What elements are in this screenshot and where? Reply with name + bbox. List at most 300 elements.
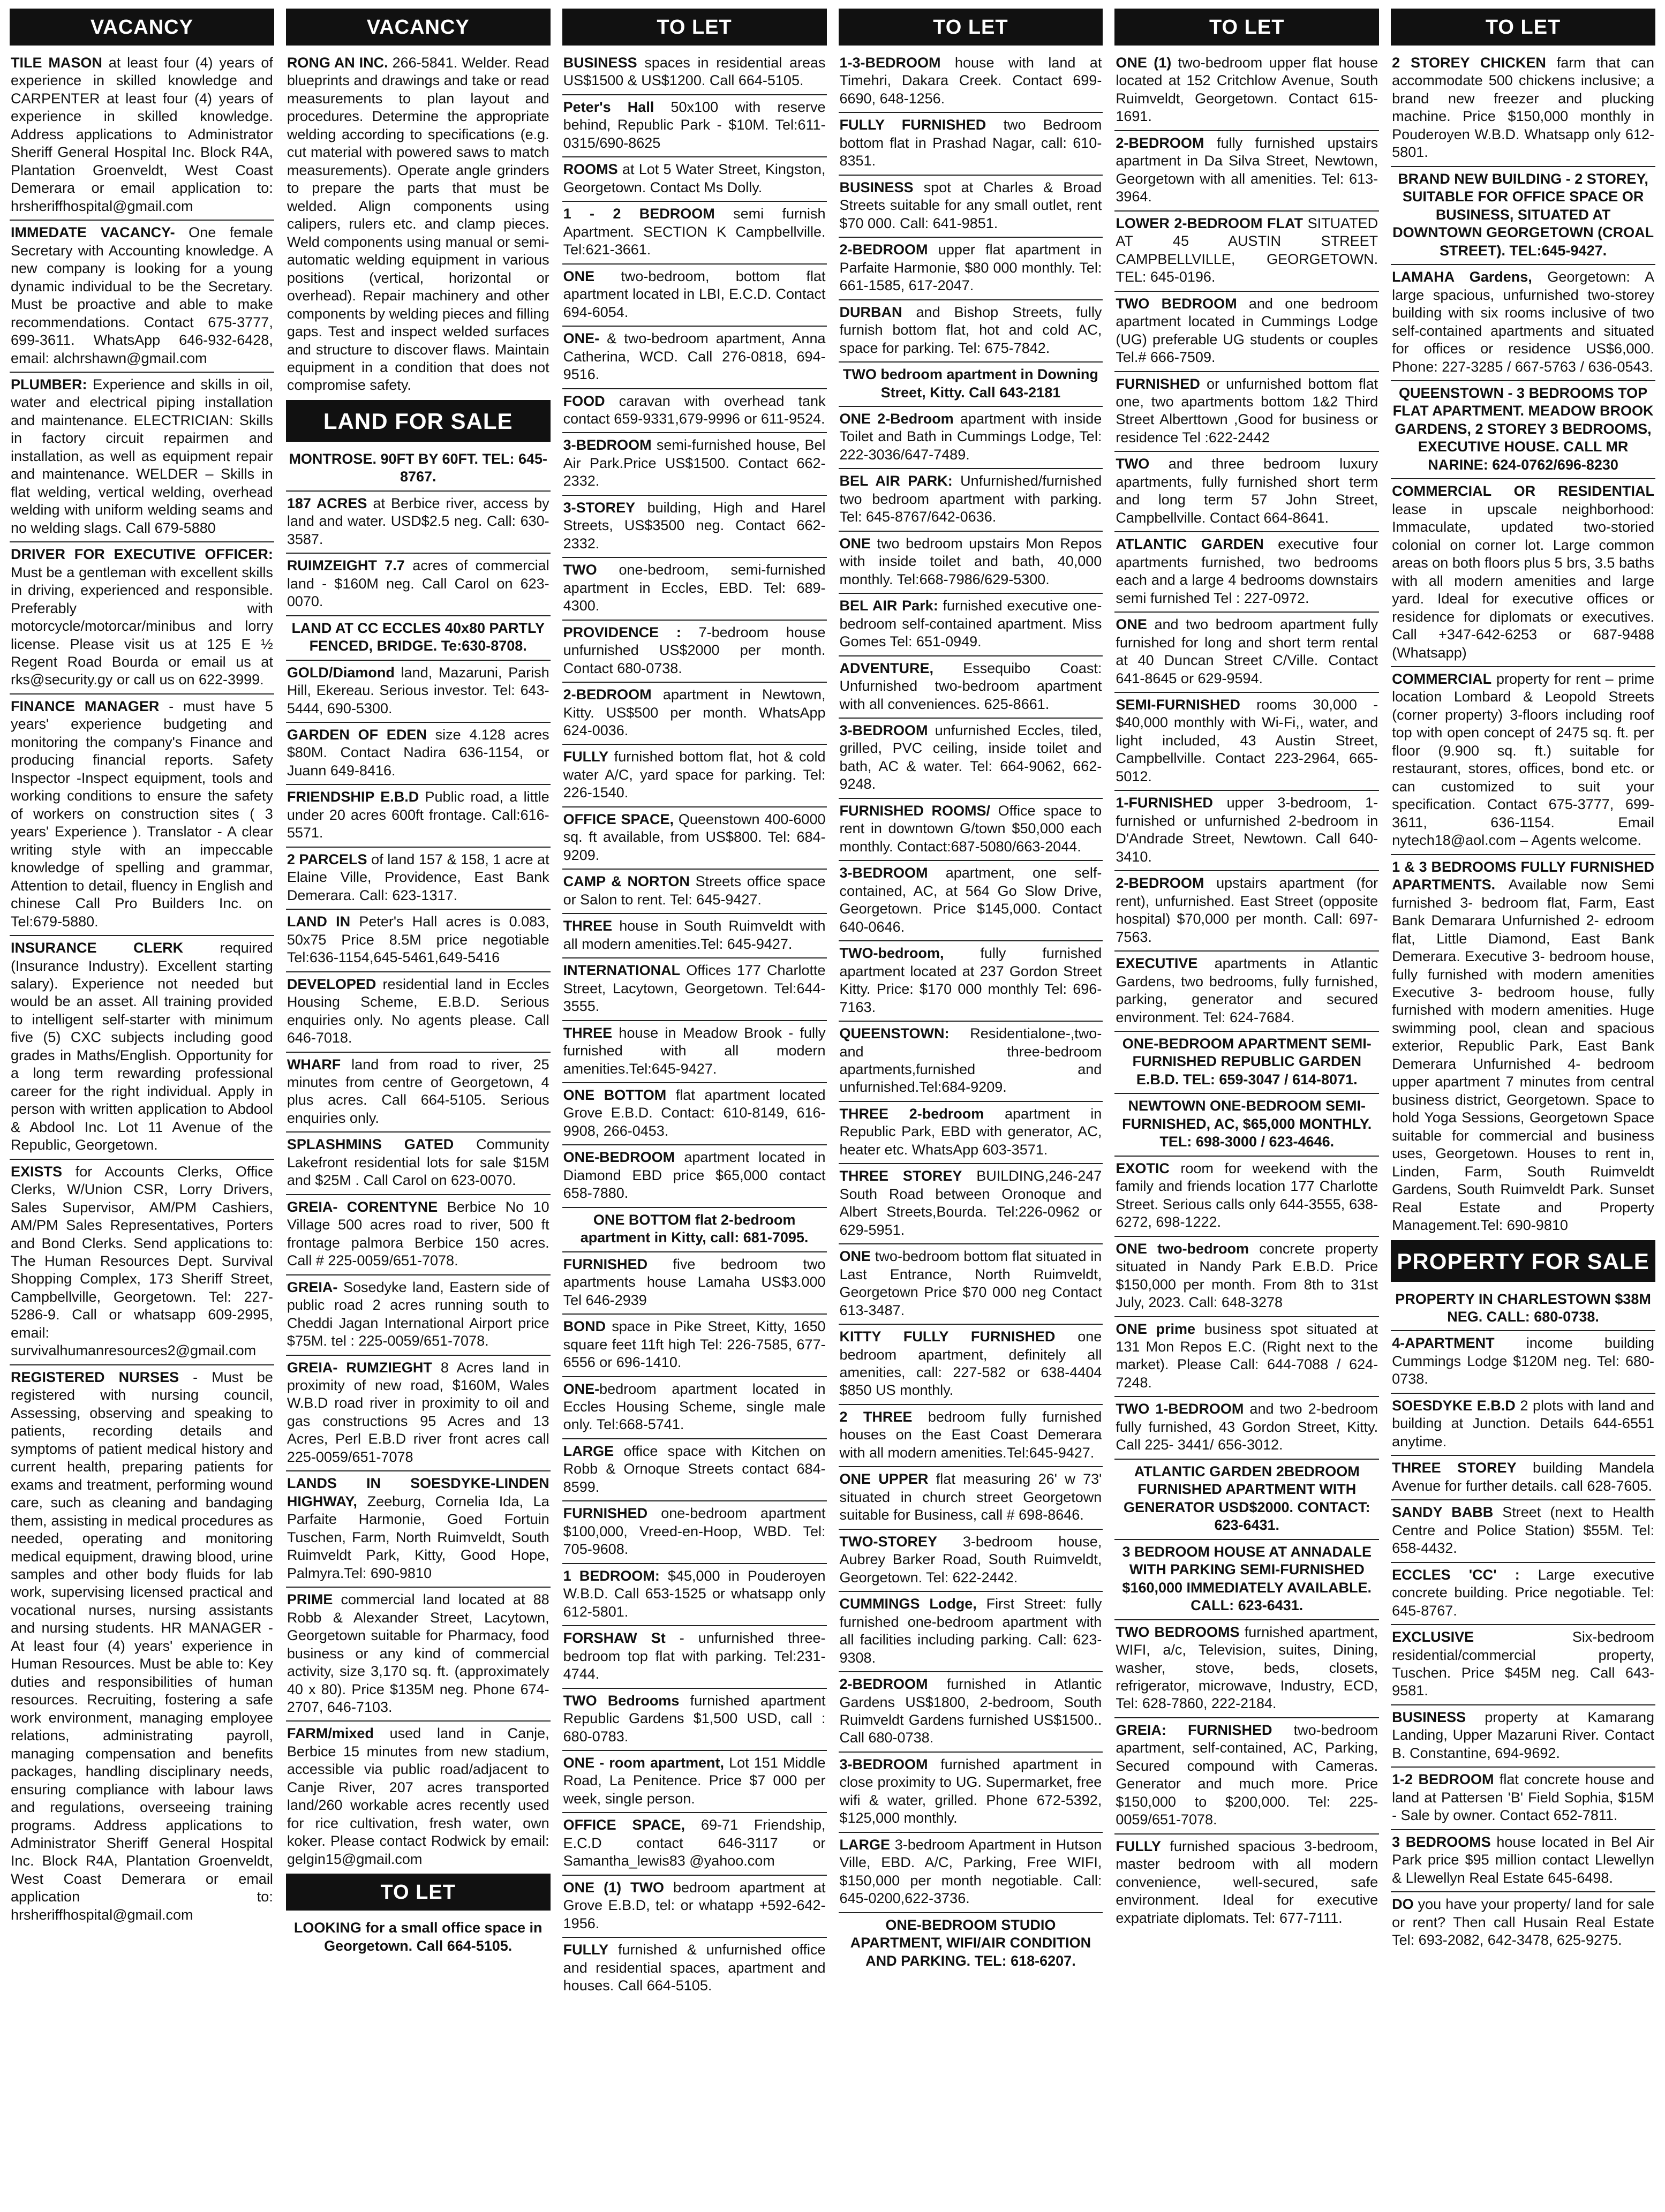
ad-lead: 3-BEDROOM — [839, 865, 928, 881]
classified-column-1 — [6, 7, 277, 2198]
ad-lead: GREIA- RUMZIEGHT — [287, 1359, 432, 1376]
ad-lead: TWO 1-BEDROOM — [1116, 1401, 1244, 1417]
ad-lead: 3 BEDROOM HOUSE AT ANNADALE WITH PARKING SEMI-FURNISHED $160,000 IMMEDIATELY AVAILABLE. CALL: 623-6431. — [1122, 1543, 1372, 1614]
ad-body: flat apartment located Grove E.B.D. Contact: 610-8149, 616-9908, 266-0453. — [563, 1086, 826, 1139]
ad-lead: TWO — [1116, 456, 1150, 472]
classified-column-5 — [1111, 7, 1382, 2198]
ad-lead: GREIA: FURNISHED — [1116, 1722, 1272, 1738]
ad-lead: ATLANTIC GARDEN 2BEDROOM FURNISHED APARTMENT WITH GENERATOR USD$2000. CONTACT: 623-6431. — [1123, 1463, 1370, 1534]
section-header: TO LET — [839, 9, 1103, 46]
classified-ad — [1114, 51, 1379, 131]
classified-ad — [286, 972, 551, 1053]
classified-ad — [286, 51, 551, 399]
classified-ad — [1391, 1625, 1655, 1705]
ad-body: property at Kamarang Landing, Upper Mazaruni River. Contact B. Constantine, 694-9692. — [1392, 1709, 1654, 1761]
ad-body: Zeeburg, Cornelia Ida, La Parfaite Harmonie, Goed Fortuin Tuschen, Farm, North Ruimveldt, South Ruimveldt Park, Kitty, Good Hope, Palmyra.Tel: 690-9810 — [287, 1493, 549, 1581]
ad-lead: BOND — [563, 1318, 606, 1335]
classified-ad — [562, 1813, 827, 1875]
ad-body: apartment in Republic Park, EBD with generator, AC, heater etc. WhatsApp 603-3571. — [839, 1105, 1102, 1158]
ad-lead: TILE MASON — [11, 55, 102, 71]
ad-body: two-bedroom, bottom flat apartment located in LBI, E.C.D. Contact 694-6054. — [563, 268, 826, 320]
classified-ad — [1114, 292, 1379, 372]
ad-body: at Berbice river, access by land and water. USD$2.5 neg. Call: 630-3587. — [287, 495, 549, 547]
ad-lead: COMMERCIAL — [1392, 671, 1492, 687]
classified-ad — [1114, 131, 1379, 212]
classified-ad — [286, 447, 551, 492]
ad-lead: SANDY BABB — [1392, 1504, 1494, 1521]
ad-lead: EXCLUSIVE — [1392, 1629, 1474, 1645]
ad-lead: OFFICE SPACE, — [563, 1817, 685, 1833]
classified-ad — [839, 300, 1103, 363]
ad-lead: PLUMBER: — [11, 376, 87, 392]
ad-list — [286, 447, 551, 1873]
classified-ad — [10, 936, 274, 1160]
ad-body: concrete property situated in Nandy Park E.B.D. Price $150,000 per month. From 8th to 31st July, 2023. Call: 648-3278 — [1116, 1240, 1378, 1311]
classified-ad — [562, 1689, 827, 1751]
ad-lead: 1-FURNISHED — [1116, 795, 1213, 811]
ad-body: five bedroom two apartments house Lamaha US$3.000 Tel 646-2939 — [563, 1256, 826, 1308]
classified-ad — [1391, 479, 1655, 667]
classified-ad — [1114, 1540, 1379, 1620]
ad-body: Streets office space or Salon to rent. Tel: 645-9427. — [563, 873, 826, 908]
section-header: LAND FOR SALE — [286, 400, 551, 442]
ad-lead: QUEENSTOWN: — [839, 1025, 950, 1042]
classified-ad — [839, 1530, 1103, 1592]
classified-column-6 — [1388, 7, 1659, 2198]
classified-ad — [1391, 381, 1655, 479]
ad-body: BUILDING,246-247 South Road between Oronoque and Albert Streets,Bourda. Tel:226-0962 or 629-5951. — [839, 1168, 1102, 1238]
classified-ad — [1391, 265, 1655, 381]
section-header: PROPERTY FOR SALE — [1391, 1240, 1655, 1282]
ad-body: upper flat apartment in Parfaite Harmonie, $80 000 monthly. Tel: 661-1585, 617-2047. — [839, 241, 1102, 294]
classified-ad — [562, 1564, 827, 1626]
ad-body: Offices 177 Charlotte Street, Lacytown, Georgetown. Tel:644-3555. — [563, 962, 826, 1015]
ad-lead: ADVENTURE, — [839, 660, 934, 676]
ad-lead: FULLY FURNISHED — [839, 117, 986, 133]
ad-lead: REGISTERED NURSES — [11, 1369, 179, 1385]
ad-lead: 2 PARCELS — [287, 851, 367, 867]
classified-ad — [1391, 1705, 1655, 1768]
classified-ad — [286, 492, 551, 554]
classified-ad — [1391, 51, 1655, 167]
classified-ad — [1114, 1397, 1379, 1459]
classified-ad — [1114, 1460, 1379, 1540]
ad-lead: FOOD — [563, 392, 605, 409]
ad-lead: FURNISHED — [563, 1256, 648, 1272]
classified-ad — [1114, 452, 1379, 532]
ad-lead: 2-BEDROOM — [839, 241, 928, 258]
ad-body: unfurnished Eccles, tiled, grilled, PVC ceiling, inside toilet and bath, AC & water. Tel: 664-9062, 662-9248. — [839, 722, 1102, 792]
classified-column-3 — [559, 7, 830, 2198]
section-header: TO LET — [562, 9, 827, 46]
classified-ad — [839, 1467, 1103, 1529]
ad-body: Six-bedroom residential/commercial property, Tuschen. Price $45M neg. Call 643-9581. — [1392, 1629, 1654, 1699]
classified-ad — [286, 910, 551, 972]
classified-ad — [1391, 855, 1655, 1239]
ad-body: flat concrete house and land at Pattersen 'B' Field Sophia, $15M - Sale by owner. Contact 652-7811. — [1392, 1771, 1654, 1824]
classified-ad — [839, 113, 1103, 175]
ad-body: One female Secretary with Accounting knowledge. A new company is looking for a young dynamic individual to be the Secretary. Must be proactive and able to make recommendations. Contact 675-3777, 699-3611. WhatsApp 646-932-6428, email: alchrshawn@gmail.com — [11, 224, 273, 366]
ad-list — [286, 1916, 551, 1959]
ad-lead: LANDS IN SOESDYKE-LINDEN HIGHWAY, — [287, 1475, 549, 1509]
classified-ad — [562, 1315, 827, 1377]
classified-ad — [1391, 1331, 1655, 1393]
ad-lead: DURBAN — [839, 304, 902, 320]
ad-list — [10, 51, 274, 1928]
ad-lead: 3-STOREY — [563, 499, 636, 516]
ad-body: used land in Canje, Berbice 15 minutes from new stadium, accessible via public road/adjacent to Canje River, 207 acres transported land/260 workable acres recently used for rice cultivation, fresh water, own koker. Please contact Rodwick by email: gelgin15@gmail.com — [287, 1725, 549, 1867]
ad-body: 3-bedroom house, Aubrey Barker Road, South Ruimveldt, Georgetown. Tel: 622-2442. — [839, 1533, 1102, 1586]
ad-lead: FURNISHED ROOMS/ — [839, 802, 991, 819]
ad-list — [1391, 51, 1655, 1239]
ad-lead: 1 & 3 BEDROOMS FULLY FURNISHED APARTMENTS. — [1392, 858, 1654, 893]
classified-ad — [1391, 1768, 1655, 1830]
ad-body: First Street: fully furnished one-bedroom apartment with all facilities including parking. Call: 623-9308. — [839, 1596, 1102, 1666]
classified-ad — [562, 51, 827, 95]
ad-body: furnished spacious 3-bedroom, master bedroom with all modern convenience, well-secured, safe environment. Ideal for executive expatriate diplomats. Tel: 677-7111. — [1116, 1838, 1378, 1926]
ad-lead: CAMP & NORTON — [563, 873, 690, 890]
ad-lead: THREE STOREY — [839, 1168, 962, 1184]
ad-lead: ONE-BEDROOM STUDIO APARTMENT, WIFI/AIR CONDITION AND PARKING. TEL: 618-6207. — [850, 1916, 1091, 1969]
ad-body: Street (next to Health Centre and Police Station) $55M. Tel: 658-4432. — [1392, 1504, 1654, 1557]
ad-lead: NEWTOWN ONE-BEDROOM SEMI-FURNISHED, AC, $65,000 MONTHLY. TEL: 698-3000 / 623-4646. — [1122, 1098, 1372, 1150]
classified-ad — [839, 532, 1103, 594]
ad-body: 69-71 Friendship, E.C.D contact 646-3117 or Samantha_lewis83 @yahoo.com — [563, 1817, 826, 1869]
ad-lead: TWO Bedrooms — [563, 1692, 680, 1709]
ad-lead: 3-BEDROOM — [563, 437, 652, 454]
classified-ad — [839, 363, 1103, 407]
ad-lead: ONE-BEDROOM — [563, 1149, 675, 1166]
classified-ad — [1114, 613, 1379, 693]
classified-ad — [1114, 212, 1379, 292]
ad-lead: FULLY — [1116, 1838, 1161, 1854]
ad-lead: BEL AIR Park: — [839, 598, 938, 614]
ad-lead: ONE — [563, 268, 595, 284]
ad-list — [562, 51, 827, 1999]
ad-body: building, High and Harel Streets, US$3500 neg. Contact 662-2332. — [563, 499, 826, 552]
ad-lead: CUMMINGS Lodge, — [839, 1596, 977, 1612]
classified-ad — [1391, 1500, 1655, 1562]
ad-lead: 2-BEDROOM — [839, 1676, 928, 1693]
ad-body: spot at Charles & Broad Streets suitable for any small outlet, rent $70 000. Call: 641-9851. — [839, 179, 1102, 231]
ad-body: Office space to rent in downtown G/town $50,000 each monthly. Contact:687-5080/663-2044. — [839, 802, 1102, 855]
ad-lead: PRIME — [287, 1591, 333, 1608]
ad-body: bedroom apartment located in Eccles Housing Scheme, single male only. Tel:668-5741. — [563, 1380, 826, 1433]
classified-ad — [1114, 693, 1379, 791]
ad-lead: ONE (1) — [1116, 55, 1172, 71]
ad-body: house located in Bel Air Park price $95 million contact Llewellyn & Llewellyn Real Estate 645-6498. — [1392, 1833, 1655, 1886]
ad-list — [1391, 1287, 1655, 1954]
ad-body: apartment with inside Toilet and Bath in Cummings Lodge, Tel: 222-3036/647-7489. — [839, 410, 1102, 463]
ad-body: apartment located in Diamond EBD price $65,000 contact 658-7880. — [563, 1149, 826, 1202]
ad-lead: THREE 2-bedroom — [839, 1105, 984, 1122]
classified-ad — [562, 1626, 827, 1688]
classified-ad — [1391, 1563, 1655, 1625]
classified-ad — [10, 373, 274, 542]
ad-lead: 2 THREE — [839, 1408, 913, 1425]
section-header: TO LET — [286, 1874, 551, 1911]
ad-lead: ATLANTIC GARDEN — [1116, 536, 1264, 553]
ad-lead: INTERNATIONAL — [563, 962, 681, 979]
ad-lead: FRIENDSHIP E.B.D — [287, 789, 419, 805]
ad-body: one bedroom apartment, definitely all amenities, call: 227-582 or 638-4404 $850 US monthly. — [839, 1328, 1102, 1399]
ad-body: and three bedroom luxury apartments, fully furnished short term and long term 57 John Street, Campbellville. Contact 664-8641. — [1116, 456, 1378, 526]
section-header: VACANCY — [10, 9, 274, 46]
classified-ad — [562, 1439, 827, 1501]
ad-lead: EXOTIC — [1116, 1160, 1170, 1176]
ad-lead: DO — [1392, 1896, 1414, 1913]
ad-body: 7-bedroom house unfurnished US$2000 per month. Contact 680-0738. — [563, 624, 826, 676]
ad-lead: THREE — [563, 1024, 613, 1041]
ad-body: two-bedroom upper flat house located at 152 Critchlow Avenue, South Ruimveldt, Georgetown. Contact 615-1691. — [1116, 55, 1378, 125]
ad-body: - must have 5 years' experience budgeting and monitoring the company's Finance and producing financial reports. Safety Inspector -Inspect equipment, tools and working conditions to ensure the safety of workers on construction sites ( 3 years' Experience ). Translator - A clear writing style with an impeccable knowledge of spelling and grammar, Attention to detail, fluency in English and chinese Call Pro Builders Inc. on Tel:679-5880. — [11, 698, 273, 930]
ad-body: 3-bedroom Apartment in Hutson Ville, EBD. A/C, Parking, Free WIFI, $150,000 per month negotiable. Call: 645-0200,622-3736. — [839, 1836, 1102, 1907]
ad-body: Lot 151 Middle Road, La Penitence. Price $7 000 per week, single person. — [563, 1754, 826, 1807]
classified-ad — [562, 958, 827, 1021]
ad-lead: BRAND NEW BUILDING - 2 STOREY, SUITABLE FOR OFFICE SPACE OR BUSINESS, SITUATED AT DOWNTOWN GEORGETOWN (CROAL STREET). TEL:645-9427. — [1392, 170, 1654, 259]
ad-lead: THREE STOREY — [1392, 1460, 1517, 1476]
ad-body: furnished & unfurnished office and residential spaces, apartment and houses. Call 664-5105. — [563, 1942, 826, 1994]
ad-body: farm that can accommodate 500 chickens inclusive; a brand new freezer and plucking machine. Price $150,000 monthly in Pouderoyen W.B.D. Whatsapp only 612-5801. — [1392, 55, 1654, 161]
ad-body: SITUATED AT 45 AUSTIN STREET CAMPBELLVILLE, GEORGETOWN. TEL: 645-0196. — [1116, 215, 1378, 285]
classified-ad — [562, 1021, 827, 1083]
classified-ad — [562, 496, 827, 558]
classified-ad — [839, 469, 1103, 531]
section-header: TO LET — [1114, 9, 1379, 46]
classified-ad — [562, 807, 827, 870]
ad-lead: LAND AT CC ECCLES 40x80 PARTLY FENCED, BRIDGE. Te:630-8708. — [291, 620, 545, 654]
ad-body: one-bedroom apartment $100,000, Vreed-en-Hoop, WBD. Tel: 705-9608. — [563, 1505, 826, 1558]
classified-ad — [1391, 1892, 1655, 1953]
classified-ad — [562, 1938, 827, 1999]
ad-lead: LOOKING for a small office space in Georgetown. Call 664-5105. — [293, 1920, 543, 1954]
ad-lead: MONTROSE. 90FT BY 60FT. TEL: 645-8767. — [289, 450, 548, 485]
ad-lead: DEVELOPED — [287, 976, 376, 992]
classified-ad — [562, 1501, 827, 1564]
classified-ad — [839, 656, 1103, 719]
ad-lead: LARGE — [563, 1443, 614, 1459]
ad-body: and two bedroom apartment fully furnished for long and short term rental at 40 Duncan Street C/Ville. Contact 641-8645 or 629-9594. — [1116, 616, 1378, 686]
ad-lead: 4-APARTMENT — [1392, 1335, 1495, 1352]
ad-lead: BUSINESS — [563, 55, 637, 71]
ad-body: acres of commercial land - $160M neg. Call Carol on 623-0070. — [287, 557, 549, 610]
ad-body: 266-5841. Welder. Read blueprints and drawings and take or read measurements to plan layout and procedures. Determine the appropriate welding according to specifications (e.g. cut material with powered saws to match measurements). Operate angle grinders to prepare the parts that must be welded. Align components using calipers, rulers etc. and clamp pieces. Weld components using manual or semi-automatic welding equipment in various positions (vertical, horizontal or overhead). Repair machinery and other components by welding pieces and filling gaps. Test and inspect welded surfaces and structure to discover flaws. Maintain equipment in a condition that does not compromise safety. — [287, 55, 549, 394]
classified-ad — [286, 1053, 551, 1133]
classified-ad — [562, 1083, 827, 1145]
ad-lead: SOESDYKE E.B.D — [1392, 1397, 1516, 1414]
classified-ad — [286, 1916, 551, 1959]
classified-ad — [562, 389, 827, 434]
classified-ad — [562, 202, 827, 264]
ad-lead: LAND IN — [287, 914, 351, 930]
ad-lead: TWO — [563, 562, 597, 578]
classified-ad — [562, 870, 827, 914]
classified-column-2 — [283, 7, 554, 2198]
ad-body: semi furnish Apartment. SECTION K Campbellville. Tel:621-3661. — [563, 206, 826, 258]
ad-lead: TWO BEDROOMS — [1116, 1624, 1240, 1640]
ad-body: apartment in Newtown, Kitty. US$500 per month. WhatsApp 624-0036. — [563, 686, 826, 738]
ad-body: of land 157 & 158, 1 acre at Elaine Ville, Providence, East Bank Demerara. Call: 623-1317. — [287, 851, 549, 903]
ad-body: furnished executive one-bedroom self-contained apartment. Miss Gomes Tel: 651-0949. — [839, 598, 1102, 650]
ad-lead: PROPERTY IN CHARLESTOWN $38M NEG. CALL: 680-0738. — [1395, 1290, 1651, 1325]
classified-ad — [839, 719, 1103, 799]
ad-body: Georgetown: A large spacious, unfurnished two-storey building with six rooms inclusive of two self-contained apartments and situated for offices or residence US$6,000. Phone: 227-3285 / 667-5763 / 636-0543. — [1392, 269, 1654, 375]
section-header: VACANCY — [286, 9, 551, 46]
classified-ad — [562, 914, 827, 958]
ad-lead: ONE BOTTOM — [563, 1086, 667, 1103]
classified-ad — [562, 745, 827, 807]
ad-lead: GREIA- CORENTYNE — [287, 1198, 438, 1215]
ad-body: 50x100 with reserve behind, Republic Park - $10M. Tel:611-0315/690-8625 — [563, 99, 826, 151]
classified-ad — [562, 558, 827, 620]
classifieds-page — [6, 7, 1659, 2198]
ad-body: two-bedroom apartment, self-contained, AC, Parking, Secured compound with Cameras. Generator and much more. Price $150,000 to $200,000. Tel: 225-0059/651-7078. — [1116, 1722, 1378, 1828]
ad-body: Available now Semi furnished 3- bedroom flat, Farm, East Bank Demarara Unfurnished 2- edroom flat, Little Diamond, East Bank Demerara. Executive 3- bedroom house, fully furnished with modern amenities Executive 3- bedroom house, fully furnished with modern amenities. Huge swimming pool, clean and spacious exterior, Republic Park, East Bank Demerara Unfurnished 4- bedroom upper apartment 7 minutes from central business district, Georgetown. Space to hold Yoga Sessions, Georgetown Space suitable for commercial and business uses, Georgetown. Houses to rent in, Linden, Farm, South Ruimveldt Gardens, South Ruimveldt Park. Sunset Real Estate and Property Management.Tel: 690-9810 — [1392, 877, 1654, 1234]
ad-lead: PROVIDENCE : — [563, 624, 681, 640]
ad-body: $45,000 in Pouderoyen W.B.D. Call 653-1525 or whatsapp only 612-5801. — [563, 1567, 826, 1620]
classified-ad — [1114, 1834, 1379, 1931]
ad-lead: TWO-bedroom, — [839, 945, 944, 962]
classified-ad — [562, 1377, 827, 1439]
ad-body: caravan with overhead tank contact 659-9331,679-9996 or 611-9524. — [563, 392, 826, 427]
classified-ad — [562, 1252, 827, 1315]
ad-lead: FURNISHED — [1116, 375, 1200, 392]
classified-ad — [1391, 167, 1655, 265]
ad-lead: 2-BEDROOM — [563, 686, 652, 703]
classified-ad — [1114, 1718, 1379, 1834]
ad-body: Peter's Hall acres is 0.083, 50x75 Price 8.5M price negotiable Tel:636-1154,645-5461,649-5416 — [287, 914, 549, 966]
classified-ad — [286, 661, 551, 723]
ad-lead: 2-BEDROOM — [1116, 875, 1204, 892]
ad-body: Must be a gentleman with excellent skills in driving, experienced and responsible. Preferably with motorcycle/motorcar/minibus and lorry license. Please visit us at 125 E ½ Regent Road Bourda or email us at rks@security.gy or call us on 622-3999. — [11, 564, 273, 688]
classified-ad — [1114, 791, 1379, 871]
classified-ad — [839, 1022, 1103, 1102]
ad-body: 2 plots with land and building at Junction. Details 644-6551 anytime. — [1392, 1397, 1654, 1449]
ad-body: furnished apartment in close proximity to UG. Supermarket, free wifi & water, grilled. Phone 672-5392, $125,000 monthly. — [839, 1756, 1102, 1826]
classified-ad — [1114, 871, 1379, 952]
ad-body: - Must be registered with nursing council, Assessing, observing and speaking to patients, recording details and symptoms of patient medical history and current health, preparing patients for exams and treatment, performing wound care, such as cleaning and bandaging them, assisting in medical procedures as needed, operating and monitoring medical equipment, drawing blood, urine samples and other body fluids for lab work, supervising licensed practical and vocational nurses, nursing assistants and nursing students. HR MANAGER - At least four (4) years' experience in Human Resources. Must be able to: Key duties and responsibilities of human resources. Recruiting, fostering a safe work environment, managing employee relations, administrating payroll, managing compensation and benefits packages, handling disciplinary needs, ensuring compliance with labour laws and regulations, overseeing training programs. Address applications to Administrator Sheriff General Hospital Inc. Block R4A, Plantation Groenveldt, West Coast Demerara or email application to: hrsheriffhospital@gmail.com — [11, 1369, 273, 1923]
ad-body: and two 2-bedroom fully furnished, 43 Gordon Street, Kitty. Call 225- 3441/ 656-3012. — [1116, 1401, 1378, 1453]
classified-ad — [1391, 1456, 1655, 1500]
classified-ad — [839, 51, 1103, 113]
classified-ad — [839, 407, 1103, 469]
classified-ad — [1391, 1287, 1655, 1332]
classified-ad — [286, 1722, 551, 1873]
ad-lead: ONE 2-Bedroom — [839, 410, 954, 427]
ad-lead: ONE — [1116, 616, 1147, 633]
ad-body: upper 3-bedroom, 1-furnished or unfurnished 2-bedroom in D'Andrade Street, Newtown. Call 640-3410. — [1116, 795, 1378, 865]
ad-lead: EXECUTIVE — [1116, 955, 1198, 972]
classified-ad — [562, 1145, 827, 1207]
classified-ad — [839, 1405, 1103, 1467]
classified-ad — [562, 1208, 827, 1252]
classified-ad — [1114, 1237, 1379, 1317]
classified-ad — [562, 621, 827, 683]
ad-lead: ROOMS — [563, 161, 618, 178]
ad-body: residential land in Eccles Housing Scheme, E.B.D. Serious enquiries only. No agents please. Call 646-7018. — [287, 976, 549, 1046]
classified-ad — [562, 265, 827, 327]
ad-body: two-bedroom bottom flat situated in Last Entrance, North Ruimveldt, Georgetown Price $70 000 neg Contact 613-3487. — [839, 1248, 1102, 1318]
ad-body: house in Meadow Brook - fully furnished with all modern amenities.Tel:645-9427. — [563, 1024, 826, 1077]
ad-lead: 187 ACRES — [287, 495, 367, 511]
ad-body: building Mandela Avenue for further details. call 628-7605. — [1392, 1460, 1654, 1494]
ad-lead: TWO BEDROOM — [1116, 295, 1237, 312]
classified-ad — [562, 433, 827, 495]
ad-body: for Accounts Clerks, Office Clerks, W/Union CSR, Lorry Drivers, Sales Supervisor, AM/PM Cashiers, AM/PM Sales Representatives, Porters and Bond Clerks. Send applications to: The Human Resources Dept. Survival Shopping Complex, 173 Sheriff Street, Campbellville, Georgetown. Tel: 227-5286-9. Call or whatsapp 609-2995, email: survivalhumanresources2@gmail.com — [11, 1163, 273, 1359]
classified-ad — [1114, 1620, 1379, 1718]
classified-column-4 — [835, 7, 1106, 2198]
classified-ad — [1391, 1394, 1655, 1456]
ad-lead: KITTY FULLY FURNISHED — [839, 1328, 1056, 1345]
ad-body: at least four (4) years of experience in skilled knowledge and CARPENTER at least four (4) years of experience in skilled knowledge. Address applications to Administrator Sheriff General Hospital Inc. Block R4A, Plantation Groenveldt, West Coast Demerara or email application to: hrsheriffhospital@gmail.com — [11, 55, 273, 214]
ad-lead: BEL AIR PARK: — [839, 473, 953, 489]
ad-list — [839, 51, 1103, 1974]
classified-ad — [10, 51, 274, 221]
classified-ad — [286, 1588, 551, 1722]
classified-ad — [562, 327, 827, 389]
ad-body: land from road to river, 25 minutes from centre of Georgetown, 4 plus acres. Call 664-5105. Serious enquiries only. — [287, 1056, 549, 1126]
ad-lead: LOWER 2-BEDROOM FLAT — [1116, 215, 1304, 231]
classified-ad — [839, 176, 1103, 238]
ad-lead: 1 - 2 BEDROOM — [563, 206, 715, 222]
ad-body: Unfurnished/furnished two bedroom apartment with parking. Tel: 645-8767/642-0636. — [839, 473, 1102, 525]
ad-body: business spot situated at 131 Mon Repos E.C. (Right next to the market). Please Call: 644-7088 / 624-7248. — [1116, 1320, 1378, 1391]
classified-ad — [839, 941, 1103, 1022]
ad-body: room for weekend with the family and friends location 177 Charlotte Street. Serious calls only 644-3555, 638-6272, 698-1222. — [1116, 1160, 1378, 1230]
ad-lead: LARGE — [839, 1836, 890, 1853]
ad-body: commercial land located at 88 Robb & Alexander Street, Lacytown, Georgetown suitable for Pharmacy, food business or any kind of commercial activity, size 3,170 sq. ft. (approximately 40 x 80). Price $135M neg. Phone 674-2707, 646-7103. — [287, 1591, 549, 1715]
ad-lead: SEMI-FURNISHED — [1116, 697, 1240, 713]
ad-lead: BUSINESS — [839, 179, 914, 195]
ad-lead: ONE - room apartment, — [563, 1754, 725, 1771]
classified-ad — [1114, 952, 1379, 1032]
classified-ad — [1114, 532, 1379, 613]
ad-body: furnished apartment Republic Gardens $1,500 USD, call : 680-0783. — [563, 1692, 826, 1745]
ad-body: Experience and skills in oil, water and electrical piping installation and maintenance. ELECTRICIAN: Skills in factory circuit repairmen and installation, as well as equipment repair and maintenance. WELDER – Skills in flat welding, vertical welding, overhead welding with uniform welding seams and no welding slags. Call 679-5880 — [11, 376, 273, 536]
classified-ad — [839, 1325, 1103, 1405]
ad-body: bedroom fully furnished houses on the East Coast Demerara with all modern amenities.Tel:645-9427. — [839, 1408, 1102, 1461]
ad-lead: SPLASHMINS GATED — [287, 1136, 454, 1153]
ad-lead: LAMAHA Gardens, — [1392, 269, 1532, 285]
ad-body: apartment, one self-contained, AC, at 564 Go Slow Drive, Georgetown. Price $145,000. Contact 640-0646. — [839, 865, 1102, 935]
classified-ad — [839, 594, 1103, 656]
ad-lead: ECCLES 'CC' : — [1392, 1566, 1520, 1583]
classified-ad — [286, 1275, 551, 1356]
ad-lead: QUEENSTOWN - 3 BEDROOMS TOP FLAT APARTMENT. MEADOW BROOK GARDENS, 2 STOREY 3 BEDROOMS, EXECUTIVE HOUSE. CALL MR NARINE: 624-0762/696-8230 — [1392, 384, 1654, 473]
ad-lead: Peter's Hall — [563, 99, 654, 115]
ad-lead: FORSHAW St — [563, 1630, 666, 1647]
ad-lead: COMMERCIAL OR RESIDENTIAL — [1392, 483, 1654, 500]
classified-ad — [286, 785, 551, 847]
ad-body: size 4.128 acres $80M. Contact Nadira 636-1154, or Juann 649-8416. — [287, 727, 549, 779]
ad-body: and one bedroom apartment located in Cummings Lodge (UG) preferable UG students or couples Tel.# 666-7509. — [1116, 295, 1378, 366]
classified-ad — [839, 1244, 1103, 1325]
ad-lead: GREIA- — [287, 1279, 338, 1295]
ad-body: land, Mazaruni, Parish Hill, Ekereau. Serious investor. Tel: 643-5444, 690-5300. — [287, 664, 549, 716]
classified-ad — [10, 1160, 274, 1365]
ad-lead: 3 BEDROOMS — [1392, 1833, 1491, 1850]
ad-body: furnished apartment, WIFI, a/c, Television, suites, Dining, washer, stove, beds, closets, refrigerator, microwave, Industry, ECD, Tel: 628-7860, 222-2184. — [1116, 1624, 1378, 1712]
ad-body: fully furnished apartment located at 237 Gordon Street Kitty. Price: $170 000 monthly Tel: 696-7163. — [839, 945, 1102, 1015]
ad-lead: FINANCE MANAGER — [11, 698, 160, 714]
ad-lead: EXISTS — [11, 1163, 63, 1180]
ad-body: Residentialone-,two-and three-bedroom apartments,furnished and unfurnished.Tel:684-9209. — [839, 1025, 1102, 1096]
classified-ad — [10, 1365, 274, 1929]
ad-body: Community Lakefront residential lots for sale $15M and $25M . Call Carol on 623-0070. — [287, 1136, 549, 1189]
ad-lead: 3-BEDROOM — [839, 722, 928, 738]
classified-ad — [839, 1913, 1103, 1974]
ad-body: property for rent – prime location Lombard & Leopold Streets (corner property) 3-floors including roof top with open concept of 2475 sq. ft. per floor (9.900 sq. ft.) suitable for restaurant, stores, offices, bond etc. or can customized to suit your specification. Contact 675-3777, 699-3611, 636-1154. Email nytech18@aol.com – Agents welcome. — [1392, 671, 1654, 849]
